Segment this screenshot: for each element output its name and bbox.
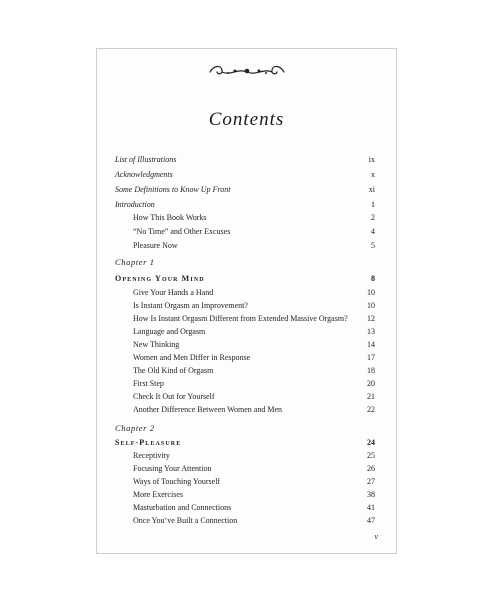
toc-entry-label: Language and Orgasm	[133, 327, 206, 336]
chapter-title-text: Opening Your Mind	[115, 274, 205, 283]
page-number: v	[374, 532, 378, 541]
toc-entry-page: 20	[367, 379, 375, 388]
toc-entry-page: 22	[367, 405, 375, 414]
toc-entry-page: 4	[371, 227, 375, 236]
toc-entry	[115, 300, 375, 312]
toc-entry	[115, 450, 375, 462]
book-page	[96, 48, 397, 554]
toc-entry-label: First Step	[133, 379, 164, 388]
toc-entry-label: Women and Men Differ in Response	[133, 353, 251, 362]
toc-entry	[115, 184, 375, 196]
toc-entry-label: Focusing Your Attention	[133, 464, 212, 473]
chapter-label: Chapter 1	[115, 257, 155, 267]
toc-entry	[115, 212, 375, 224]
toc-entry-label: Ways of Touching Yourself	[133, 477, 221, 486]
toc-entry-page: 18	[367, 366, 375, 375]
toc-entry-page: 17	[367, 353, 375, 362]
toc-entry-label: Masturbation and Connections	[133, 503, 232, 512]
toc-entry	[115, 339, 375, 351]
toc-entry-label: How This Book Works	[133, 213, 207, 222]
toc-entry-page: 12	[367, 314, 375, 323]
toc-entry-label: Some Definitions to Know Up Front	[115, 185, 231, 194]
toc-entry	[115, 313, 375, 325]
toc-entry-label: Give Your Hands a Hand	[133, 288, 214, 297]
toc-entry-page: 21	[367, 392, 375, 401]
ornament-icon	[204, 63, 290, 79]
toc-entry	[115, 287, 375, 299]
toc-entry-page: 47	[367, 516, 375, 525]
toc-entry-page: 14	[367, 340, 375, 349]
toc-entry-page: ix	[368, 155, 375, 164]
toc-entry	[115, 326, 375, 338]
toc-entry-label: Once You’ve Built a Connection	[133, 516, 238, 525]
toc-entry	[115, 154, 375, 166]
toc-entry	[115, 226, 375, 238]
toc-entry-label: Check It Out for Yourself	[133, 392, 215, 401]
toc-entry	[115, 169, 375, 181]
page-title: Contents	[208, 109, 285, 130]
toc-entry-page: 25	[367, 451, 375, 460]
toc-entry-page: 41	[367, 503, 375, 512]
toc-entry-page: 13	[367, 327, 375, 336]
toc-entry	[115, 352, 375, 364]
toc-entry	[115, 391, 375, 403]
toc-entry-page: 1	[371, 200, 375, 209]
toc-entry-label: Pleasure Now	[133, 241, 178, 250]
toc-entry-page: 24	[367, 438, 375, 447]
toc-entry-page: 10	[367, 288, 375, 297]
toc-entry	[115, 476, 375, 488]
toc-entry	[115, 463, 375, 475]
toc-entry	[115, 515, 375, 527]
toc-entry	[115, 404, 375, 416]
toc-entry-label: More Exercises	[133, 490, 183, 499]
toc-entry	[115, 240, 375, 252]
toc-entry-page: 38	[367, 490, 375, 499]
chapter-title	[115, 437, 375, 449]
chapter-title	[115, 273, 375, 285]
toc-entry	[115, 489, 375, 501]
toc-entry-label: Acknowledgments	[115, 170, 173, 179]
toc-entry	[115, 199, 375, 211]
toc-entry-label: List of Illustrations	[115, 155, 177, 164]
toc-entry	[115, 365, 375, 377]
toc-entry-label: Another Difference Between Women and Men	[133, 405, 283, 414]
toc-entry	[115, 378, 375, 390]
toc-entry-label: Receptivity	[133, 451, 170, 460]
toc-entry-page: 5	[371, 241, 375, 250]
toc-entry-label: New Thinking	[133, 340, 180, 349]
toc-entry-page: 10	[367, 301, 375, 310]
toc-entry-label: The Old Kind of Orgasm	[133, 366, 214, 375]
chapter-label: Chapter 2	[115, 423, 155, 433]
toc-entry-page: 8	[371, 274, 375, 283]
toc-entry-page: 27	[367, 477, 375, 486]
toc-entry-page: x	[371, 170, 375, 179]
toc-entry-page: 26	[367, 464, 375, 473]
toc-entry-label: “No Time” and Other Excuses	[133, 227, 231, 236]
toc-entry-label: How Is Instant Orgasm Different from Extended Massive Orgasm?	[133, 314, 348, 323]
toc-entry	[115, 502, 375, 514]
toc-entry-page: 2	[371, 213, 375, 222]
toc-entry-page: xi	[368, 185, 375, 194]
toc-entry-label: Introduction	[115, 200, 155, 209]
chapter-title-text: Self-Pleasure	[115, 438, 182, 447]
toc-entry-label: Is Instant Orgasm an Improvement?	[133, 301, 248, 310]
